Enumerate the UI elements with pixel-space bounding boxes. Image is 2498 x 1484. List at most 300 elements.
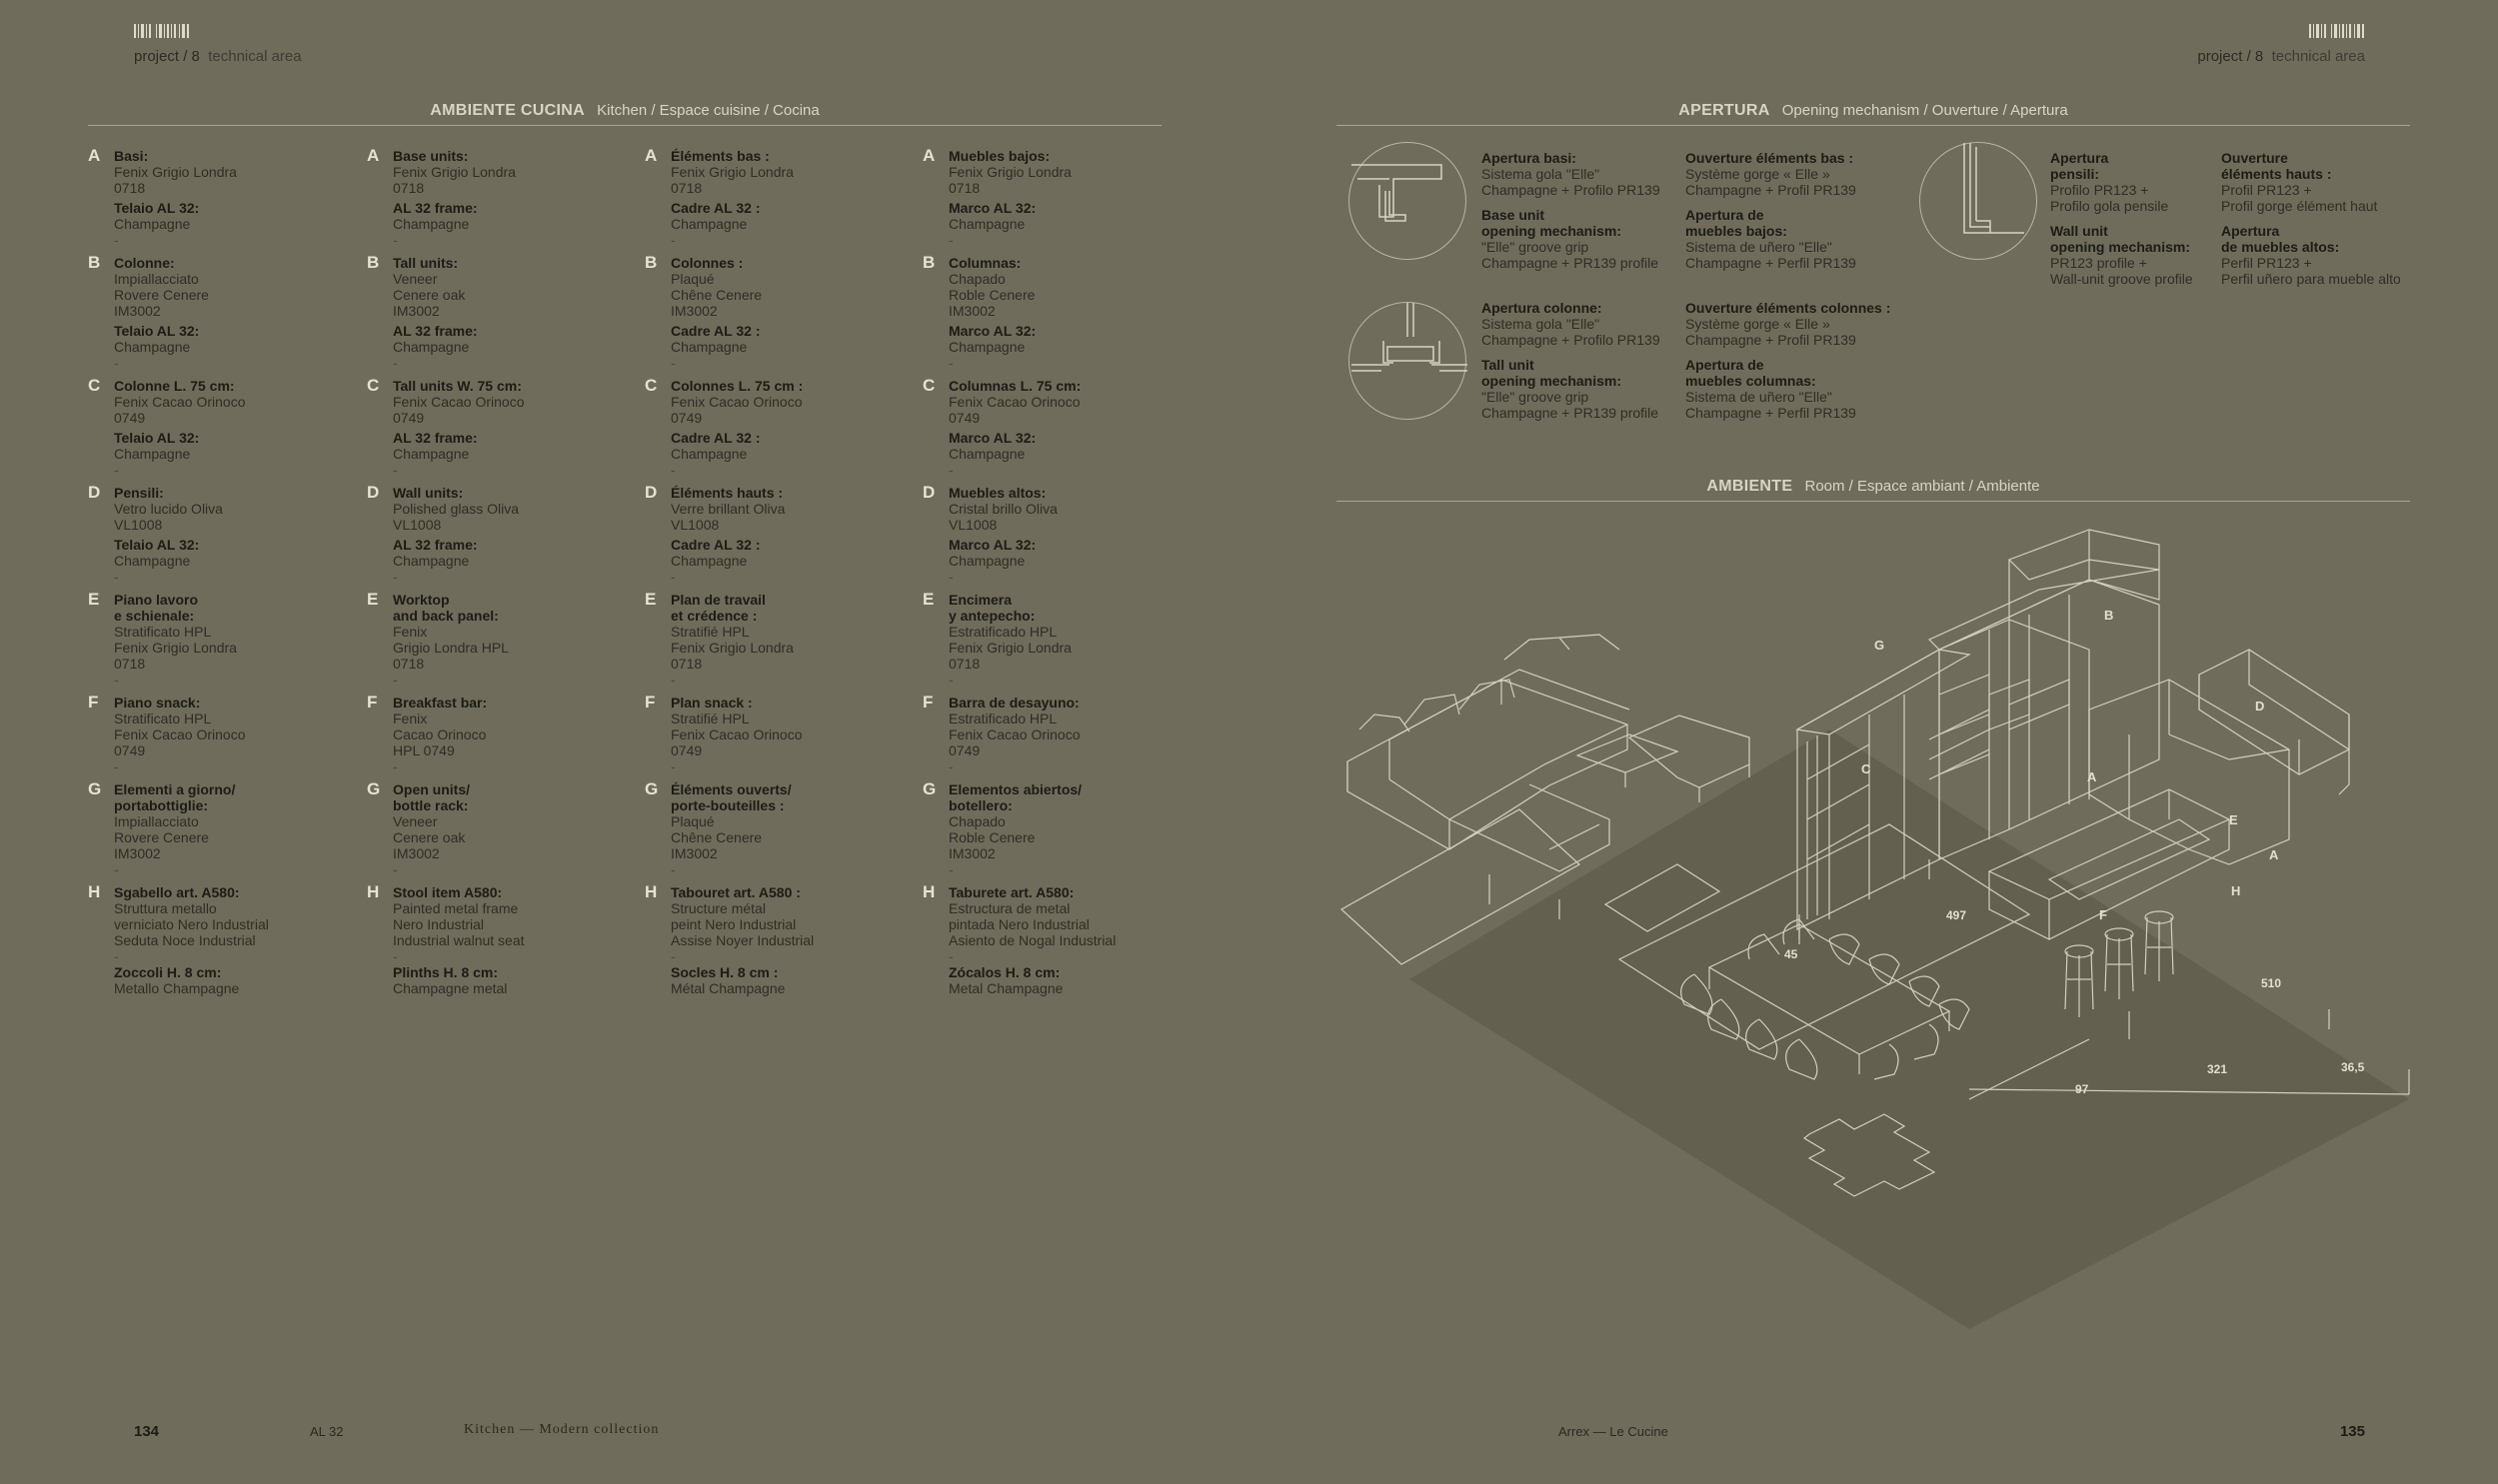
separator: - — [949, 758, 954, 774]
material-label: bottle rack: — [393, 797, 469, 813]
base-profile-circle — [1348, 142, 1466, 260]
material-value: Champagne — [114, 216, 191, 232]
material-value: Metallo Champagne — [114, 980, 240, 996]
material-item — [923, 781, 1193, 877]
material-value: Grigio Londra HPL — [393, 640, 509, 656]
material-value: Champagne — [393, 553, 470, 569]
material-value: Rovere Cenere — [114, 829, 209, 845]
materials-column — [645, 148, 915, 1003]
material-value: Asiento de Nogal Industrial — [949, 932, 1117, 948]
mechanism-value: Champagne + PR139 profile — [1481, 405, 1659, 421]
room-subtitle: Room / Espace ambiant / Ambiente — [1804, 478, 2040, 495]
material-value: Industrial walnut seat — [393, 932, 525, 948]
material-value: 0749 — [114, 742, 146, 758]
material-label: Piano snack: — [114, 695, 201, 711]
material-value: 0718 — [949, 180, 981, 196]
material-label: Columnas L. 75 cm: — [949, 378, 1082, 394]
mechanism-label: Ouverture — [2221, 150, 2288, 166]
opening-rule — [1336, 125, 2410, 126]
material-item — [88, 378, 358, 478]
materials-column — [88, 148, 358, 1003]
material-label: Muebles bajos: — [949, 148, 1051, 164]
item-letter: B — [88, 253, 101, 272]
separator: - — [114, 672, 119, 688]
separator: - — [114, 232, 119, 248]
mechanism-block — [2221, 150, 2401, 287]
separator: - — [671, 355, 676, 371]
mechanism-value: Wall-unit groove profile — [2050, 271, 2193, 287]
material-value: IM3002 — [393, 303, 440, 319]
material-value: Roble Cenere — [949, 829, 1036, 845]
material-value: 0749 — [671, 410, 703, 426]
separator: - — [393, 569, 398, 585]
material-value: Impiallacciato — [114, 271, 199, 287]
mechanism-label: muebles columnas: — [1685, 373, 1816, 389]
label-C-tall-75: C — [1861, 761, 1871, 776]
material-label: et crédence : — [671, 608, 758, 624]
material-label: y antepecho: — [949, 608, 1036, 624]
material-value: Struttura metallo — [114, 900, 217, 916]
material-value: Champagne — [393, 216, 470, 232]
material-value: Chêne Cenere — [671, 829, 763, 845]
material-label: botellero: — [949, 797, 1013, 813]
material-label: Cadre AL 32 : — [671, 323, 761, 339]
material-value: Chapado — [949, 271, 1006, 287]
material-value: IM3002 — [949, 845, 996, 861]
item-letter: E — [923, 590, 935, 609]
dim-45: 45 — [1784, 947, 1798, 961]
material-label: AL 32 frame: — [393, 323, 478, 339]
material-label: Zoccoli H. 8 cm: — [114, 964, 222, 980]
material-value: Champagne — [949, 446, 1026, 462]
material-item — [88, 781, 358, 877]
item-letter: A — [88, 146, 101, 165]
material-value: Fenix Grigio Londra — [949, 640, 1072, 656]
material-item — [88, 148, 358, 248]
material-label: Plinths H. 8 cm: — [393, 964, 499, 980]
material-value: HPL 0749 — [393, 742, 455, 758]
material-value: IM3002 — [671, 303, 718, 319]
material-item — [367, 884, 637, 996]
material-label: Éléments hauts : — [671, 485, 784, 501]
kitchen-section-title — [88, 102, 1162, 120]
material-value: Polished glass Oliva — [393, 501, 520, 517]
material-value: VL1008 — [114, 517, 163, 533]
material-label: Zócalos H. 8 cm: — [949, 964, 1061, 980]
material-value: Champagne — [114, 553, 191, 569]
material-label: AL 32 frame: — [393, 200, 478, 216]
material-value: peint Nero Industrial — [671, 916, 797, 932]
material-value: Fenix Grigio Londra — [949, 164, 1072, 180]
item-letter: E — [88, 590, 100, 609]
material-value: IM3002 — [114, 303, 161, 319]
material-label: Marco AL 32: — [949, 323, 1037, 339]
material-value: Champagne — [393, 446, 470, 462]
item-letter: G — [923, 779, 937, 798]
mechanism-block — [1481, 300, 1660, 421]
material-value: VL1008 — [671, 517, 720, 533]
room-isometric-drawing — [1329, 520, 2419, 1339]
item-letter: D — [645, 483, 658, 502]
material-item — [367, 592, 637, 688]
left-page-number: 134 — [134, 1423, 160, 1440]
mechanism-block — [1685, 300, 1890, 421]
material-item — [923, 148, 1193, 248]
item-letter: B — [923, 253, 936, 272]
mechanism-label: Apertura — [2221, 223, 2280, 239]
material-value: Seduta Noce Industrial — [114, 932, 256, 948]
material-item — [645, 148, 915, 248]
material-value: Cenere oak — [393, 829, 466, 845]
separator: - — [114, 861, 119, 877]
item-letter: G — [645, 779, 659, 798]
room-title: AMBIENTE — [1706, 478, 1793, 495]
dim-497: 497 — [1946, 908, 1967, 922]
separator: - — [949, 355, 954, 371]
material-label: Colonnes : — [671, 255, 744, 271]
material-value: Champagne — [949, 339, 1026, 355]
mechanism-label: éléments hauts : — [2221, 166, 2332, 182]
material-label: Cadre AL 32 : — [671, 537, 761, 553]
mechanism-label: pensili: — [2050, 166, 2100, 182]
mechanism-value: Champagne + Profilo PR139 — [1481, 332, 1660, 348]
item-letter: F — [923, 693, 934, 712]
area-label: technical area — [208, 48, 302, 65]
separator: - — [949, 232, 954, 248]
material-label: Plan snack : — [671, 695, 753, 711]
material-label: Pensili: — [114, 485, 164, 501]
mechanism-label: Apertura de — [1685, 207, 1764, 223]
material-value: Rovere Cenere — [114, 287, 209, 303]
material-value: VL1008 — [949, 517, 998, 533]
material-label: Elementi a giorno/ — [114, 781, 236, 797]
material-label: Marco AL 32: — [949, 200, 1037, 216]
item-letter: B — [645, 253, 658, 272]
material-label: e schienale: — [114, 608, 195, 624]
item-letter: H — [645, 882, 658, 901]
material-label: porte-bouteilles : — [671, 797, 785, 813]
separator: - — [393, 672, 398, 688]
material-value: 0749 — [114, 410, 146, 426]
material-value: VL1008 — [393, 517, 442, 533]
material-item — [88, 592, 358, 688]
mechanism-value: Champagne + Profil PR139 — [1685, 182, 1856, 198]
separator: - — [114, 948, 119, 964]
material-value: Fenix Grigio Londra — [393, 164, 516, 180]
mechanism-value: Champagne + Perfil PR139 — [1685, 405, 1856, 421]
material-value: Fenix Grigio Londra — [114, 640, 237, 656]
material-value: Fenix Cacao Orinoco — [114, 727, 246, 742]
material-value: IM3002 — [114, 845, 161, 861]
material-item — [923, 378, 1193, 478]
material-value: IM3002 — [949, 303, 996, 319]
mechanism-value: Système gorge « Elle » — [1685, 316, 1830, 332]
material-label: Elementos abiertos/ — [949, 781, 1083, 797]
mechanism-value: Sistema gola "Elle" — [1481, 166, 1600, 182]
separator: - — [949, 948, 954, 964]
item-letter: D — [923, 483, 936, 502]
mechanism-label: Apertura de — [1685, 357, 1764, 373]
material-item — [367, 148, 637, 248]
base-profile-icon — [1349, 143, 1467, 261]
material-value: Fenix — [393, 624, 428, 640]
mechanism-value: Champagne + Profil PR139 — [1685, 332, 1856, 348]
material-value: Chêne Cenere — [671, 287, 763, 303]
item-letter: C — [645, 376, 658, 395]
project-label: project / 8 — [2197, 48, 2264, 65]
material-value: 0718 — [114, 180, 146, 196]
item-letter: F — [88, 693, 99, 712]
material-label: Éléments bas : — [671, 148, 770, 164]
material-item — [88, 884, 358, 996]
material-item — [923, 255, 1193, 371]
material-item — [923, 485, 1193, 585]
dim-510: 510 — [2261, 976, 2282, 990]
material-value: 0718 — [393, 656, 425, 672]
header-left — [134, 48, 302, 65]
material-label: Telaio AL 32: — [114, 537, 200, 553]
material-item — [367, 485, 637, 585]
material-label: Taburete art. A580: — [949, 884, 1075, 900]
material-item — [88, 255, 358, 371]
mechanism-value: Sistema de uñero "Elle" — [1685, 239, 1832, 255]
mechanism-block — [1481, 150, 1660, 271]
item-letter: F — [645, 693, 656, 712]
material-value: Fenix Cacao Orinoco — [671, 727, 803, 742]
material-value: 0718 — [671, 656, 703, 672]
material-value: Fenix Cacao Orinoco — [949, 727, 1081, 742]
material-label: Cadre AL 32 : — [671, 200, 761, 216]
material-label: Colonne L. 75 cm: — [114, 378, 235, 394]
material-value: Cristal brillo Oliva — [949, 501, 1058, 517]
separator: - — [949, 569, 954, 585]
label-A-island: A — [2269, 847, 2279, 862]
separator: - — [393, 462, 398, 478]
area-label: technical area — [2271, 48, 2365, 65]
material-value: 0749 — [949, 742, 981, 758]
material-item — [923, 884, 1193, 996]
material-value: 0718 — [671, 180, 703, 196]
tall-profile-icon — [1349, 303, 1467, 421]
material-value: 0749 — [671, 742, 703, 758]
materials-column — [367, 148, 637, 1003]
label-G-open: G — [1874, 638, 1885, 653]
separator: - — [393, 758, 398, 774]
item-letter: C — [88, 376, 101, 395]
material-value: Stratifié HPL — [671, 624, 750, 640]
separator: - — [671, 462, 676, 478]
material-value: verniciato Nero Industrial — [114, 916, 269, 932]
material-value: Fenix Grigio Londra — [671, 640, 794, 656]
material-value: Veneer — [393, 271, 438, 287]
label-A-base: A — [2087, 769, 2097, 784]
material-value: Chapado — [949, 813, 1006, 829]
material-value: Fenix Cacao Orinoco — [114, 394, 246, 410]
material-label: Basi: — [114, 148, 149, 164]
label-B-tall: B — [2104, 608, 2114, 623]
kitchen-subtitle: Kitchen / Espace cuisine / Cocina — [597, 102, 820, 119]
item-letter: G — [88, 779, 102, 798]
separator: - — [949, 861, 954, 877]
separator: - — [671, 672, 676, 688]
material-value: Fenix Cacao Orinoco — [671, 394, 803, 410]
material-item — [923, 592, 1193, 688]
floor-plane — [1409, 730, 2409, 1329]
material-value: Fenix — [393, 711, 428, 727]
material-label: Éléments ouverts/ — [671, 781, 792, 797]
separator: - — [949, 462, 954, 478]
material-value: Roble Cenere — [949, 287, 1036, 303]
mechanism-value: Profilo PR123 + — [2050, 182, 2149, 198]
item-letter: A — [645, 146, 658, 165]
mechanism-label: Apertura basi: — [1481, 150, 1576, 166]
separator: - — [114, 462, 119, 478]
mechanism-label: Base unit — [1481, 207, 1545, 223]
mechanism-label: muebles bajos: — [1685, 223, 1787, 239]
label-F-snack: F — [2099, 907, 2107, 922]
separator: - — [671, 758, 676, 774]
mechanism-value: Champagne + Profilo PR139 — [1481, 182, 1660, 198]
material-label: and back panel: — [393, 608, 499, 624]
barcode-right-icon — [2309, 24, 2365, 38]
opening-section-title — [1336, 102, 2410, 120]
material-label: Cadre AL 32 : — [671, 430, 761, 446]
separator: - — [393, 948, 398, 964]
opening-subtitle: Opening mechanism / Ouverture / Apertura — [1781, 102, 2068, 119]
material-label: Piano lavoro — [114, 592, 199, 608]
material-label: Wall units: — [393, 485, 464, 501]
item-letter: G — [367, 779, 381, 798]
material-value: Fenix Cacao Orinoco — [393, 394, 525, 410]
mechanism-label: opening mechanism: — [1481, 373, 1622, 389]
right-page-number: 135 — [2339, 1423, 2365, 1440]
mechanism-value: PR123 profile + — [2050, 255, 2147, 271]
material-value: Structure métal — [671, 900, 766, 916]
separator: - — [671, 948, 676, 964]
item-letter: H — [923, 882, 936, 901]
material-label: Tabouret art. A580 : — [671, 884, 801, 900]
material-value: Champagne metal — [393, 980, 508, 996]
dim-321: 321 — [2207, 1062, 2228, 1076]
label-E-worktop: E — [2229, 812, 2238, 827]
material-label: AL 32 frame: — [393, 537, 478, 553]
material-value: Fenix Grigio Londra — [671, 164, 794, 180]
mechanism-value: Perfil PR123 + — [2221, 255, 2312, 271]
material-label: Marco AL 32: — [949, 537, 1037, 553]
material-item — [88, 485, 358, 585]
material-item — [645, 485, 915, 585]
material-label: Encimera — [949, 592, 1013, 608]
mechanism-label: Ouverture éléments colonnes : — [1685, 300, 1891, 316]
material-label: Plan de travail — [671, 592, 766, 608]
tall-profile-circle — [1348, 302, 1466, 420]
material-value: Estratificado HPL — [949, 624, 1058, 640]
material-value: Veneer — [393, 813, 438, 829]
material-value: Champagne — [671, 216, 748, 232]
material-value: IM3002 — [671, 845, 718, 861]
material-item — [645, 884, 915, 996]
item-letter: C — [367, 376, 380, 395]
separator: - — [949, 672, 954, 688]
material-label: Telaio AL 32: — [114, 200, 200, 216]
dim-97: 97 — [2075, 1082, 2089, 1096]
mechanism-value: Profil gorge élément haut — [2221, 198, 2378, 214]
mechanism-label: Tall unit — [1481, 357, 1534, 373]
material-item — [367, 255, 637, 371]
mechanism-label: Apertura — [2050, 150, 2109, 166]
item-letter: E — [645, 590, 657, 609]
material-label: Barra de desayuno: — [949, 695, 1080, 711]
material-label: Open units/ — [393, 781, 470, 797]
project-label: project / 8 — [134, 48, 200, 65]
mechanism-value: Profilo gola pensile — [2050, 198, 2169, 214]
material-value: 0749 — [393, 410, 425, 426]
material-value: Impiallacciato — [114, 813, 199, 829]
material-item — [367, 781, 637, 877]
material-label: Columnas: — [949, 255, 1022, 271]
material-value: Métal Champagne — [671, 980, 786, 996]
material-label: Tall units W. 75 cm: — [393, 378, 522, 394]
material-value: Cenere oak — [393, 287, 466, 303]
mechanism-value: Sistema gola "Elle" — [1481, 316, 1600, 332]
material-value: Verre brillant Oliva — [671, 501, 786, 517]
material-value: Plaqué — [671, 813, 715, 829]
material-value: Vetro lucido Oliva — [114, 501, 223, 517]
material-label: Telaio AL 32: — [114, 430, 200, 446]
separator: - — [114, 355, 119, 371]
kitchen-rule — [88, 125, 1162, 126]
mechanism-block — [1685, 150, 1856, 271]
label-D-wall: D — [2255, 699, 2265, 714]
material-value: Stratifié HPL — [671, 711, 750, 727]
material-item — [645, 378, 915, 478]
material-label: portabottiglie: — [114, 797, 209, 813]
material-value: Fenix Grigio Londra — [114, 164, 237, 180]
item-letter: H — [367, 882, 380, 901]
mechanism-value: Champagne + Perfil PR139 — [1685, 255, 1856, 271]
mechanism-value: "Elle" groove grip — [1481, 389, 1589, 405]
material-value: pintada Nero Industrial — [949, 916, 1090, 932]
material-value: Champagne — [393, 339, 470, 355]
material-value: Plaqué — [671, 271, 715, 287]
material-label: Tall units: — [393, 255, 459, 271]
mechanism-label: de muebles altos: — [2221, 239, 2340, 255]
material-value: Stratificato HPL — [114, 711, 212, 727]
separator: - — [393, 861, 398, 877]
material-value: Cacao Orinoco — [393, 727, 487, 742]
material-value: Champagne — [671, 339, 748, 355]
label-H-stool: H — [2231, 883, 2241, 898]
material-label: Worktop — [393, 592, 450, 608]
material-item — [923, 695, 1193, 774]
material-value: Painted metal frame — [393, 900, 519, 916]
separator: - — [393, 355, 398, 371]
material-value: Champagne — [114, 339, 191, 355]
separator: - — [671, 232, 676, 248]
mechanism-label: Apertura colonne: — [1481, 300, 1602, 316]
system-label: AL 32 — [310, 1424, 344, 1439]
material-value: Estructura de metal — [949, 900, 1071, 916]
material-label: Marco AL 32: — [949, 430, 1037, 446]
material-item — [645, 255, 915, 371]
material-value: IM3002 — [393, 845, 440, 861]
materials-column — [923, 148, 1193, 1003]
item-letter: C — [923, 376, 936, 395]
material-value: Metal Champagne — [949, 980, 1064, 996]
item-letter: B — [367, 253, 380, 272]
separator: - — [114, 758, 119, 774]
material-item — [367, 378, 637, 478]
